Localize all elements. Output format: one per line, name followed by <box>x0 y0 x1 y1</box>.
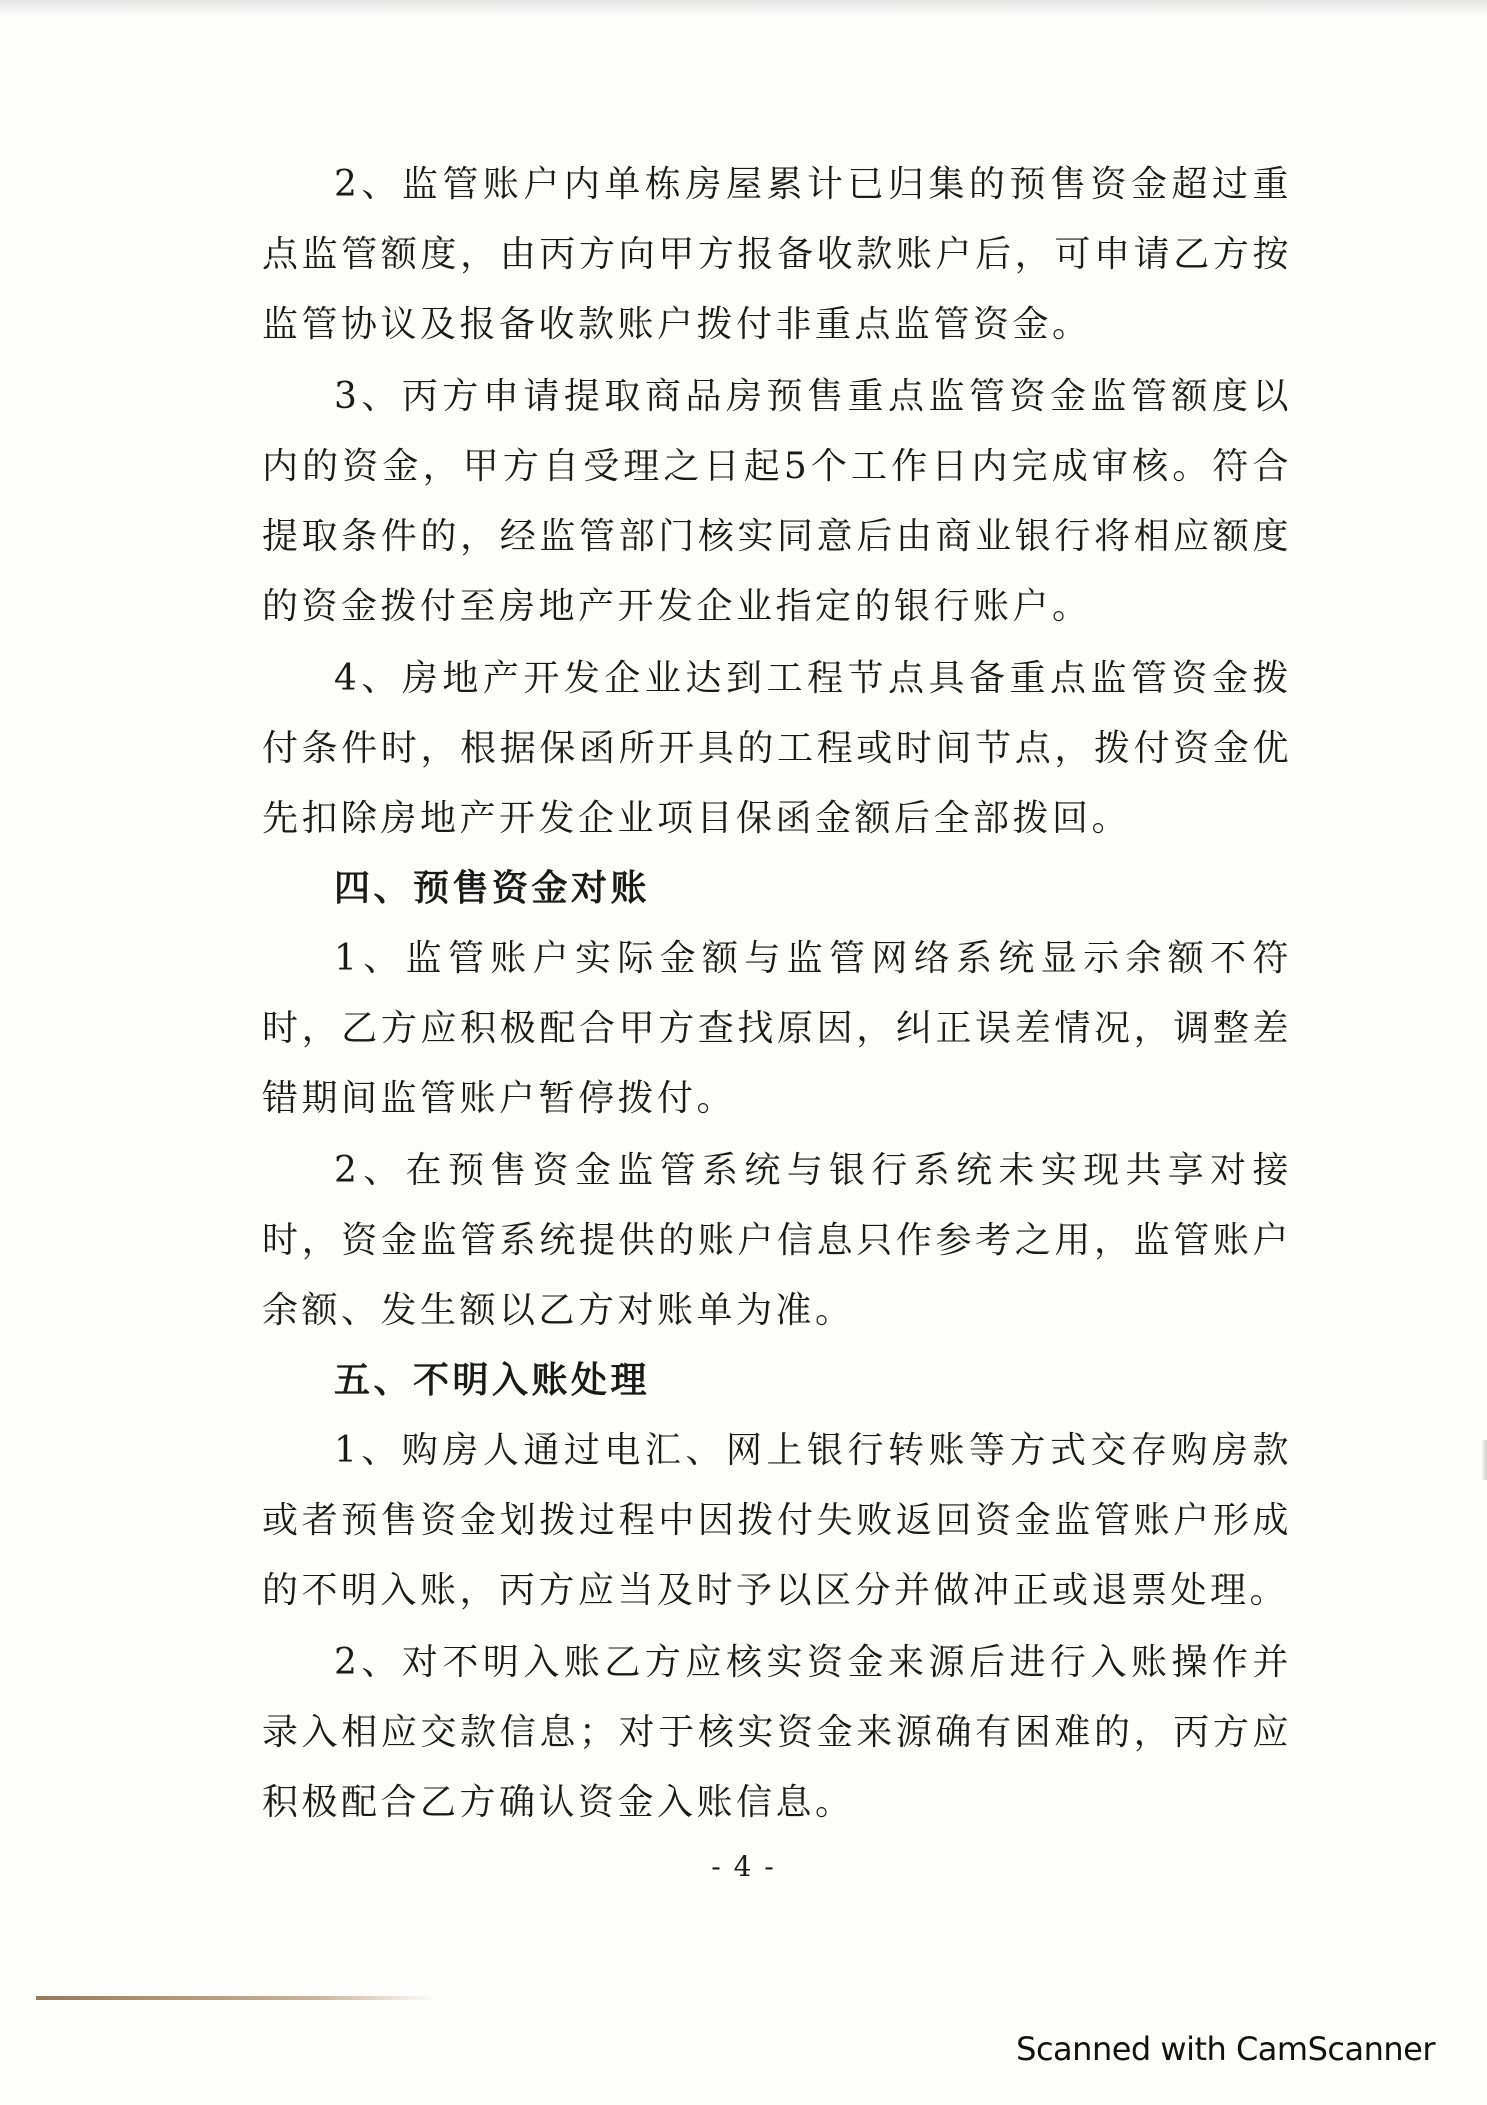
paragraph-unidentified-1: 1、购房人通过电汇、网上银行转账等方式交存购房款或者预售资金划拨过程中因拨付失败返回资金监管账户形成的不明入账，丙方应当及时予以区分并做冲正或退票处理。 <box>262 1430 1292 1611</box>
paragraph-reconciliation-2: 2、在预售资金监管系统与银行系统未实现共享对接时，资金监管系统提供的账户信息只作参考之用，监管账户余额、发生额以乙方对账单为准。 <box>262 1150 1292 1331</box>
paragraph-4-guarantee-deduction: 4、房地产开发企业达到工程节点具备重点监管资金拨付条件时，根据保函所开具的工程或时间节点，拨付资金优先扣除房地产开发企业项目保函金额后全部拨回。 <box>262 658 1292 839</box>
scan-top-shadow <box>0 0 1487 16</box>
scan-edge-mark <box>1481 1440 1487 1480</box>
paragraph-reconciliation-1: 1、监管账户实际金额与监管网络系统显示余额不符时，乙方应积极配合甲方查找原因，纠正误差情况，调整差错期间监管账户暂停拨付。 <box>262 938 1292 1119</box>
paragraph-3-withdrawal-review: 3、丙方申请提取商品房预售重点监管资金监管额度以内的资金，甲方自受理之日起5个工作日内完成审核。符合提取条件的，经监管部门核实同意后由商业银行将相应额度的资金拨付至房地产开发企业指定的银行账户。 <box>262 376 1292 627</box>
section-heading-unidentified-deposits: 五、不明入账处理 <box>334 1360 651 1401</box>
section-heading-reconciliation: 四、预售资金对账 <box>334 868 651 909</box>
camscanner-watermark: Scanned with CamScanner <box>1016 2030 1435 2068</box>
paragraph-2-non-key-funds: 2、监管账户内单栋房屋累计已归集的预售资金超过重点监管额度，由丙方向甲方报备收款账户后，可申请乙方按监管协议及报备收款账户拨付非重点监管资金。 <box>262 164 1292 345</box>
page-number: - 4 - <box>711 1850 776 1883</box>
document-body <box>262 150 1292 1838</box>
paragraph-unidentified-2: 2、对不明入账乙方应核实资金来源后进行入账操作并录入相应交款信息；对于核实资金来源确有困难的，丙方应积极配合乙方确认资金入账信息。 <box>262 1642 1292 1823</box>
scan-bottom-edge-line <box>36 1996 436 2000</box>
